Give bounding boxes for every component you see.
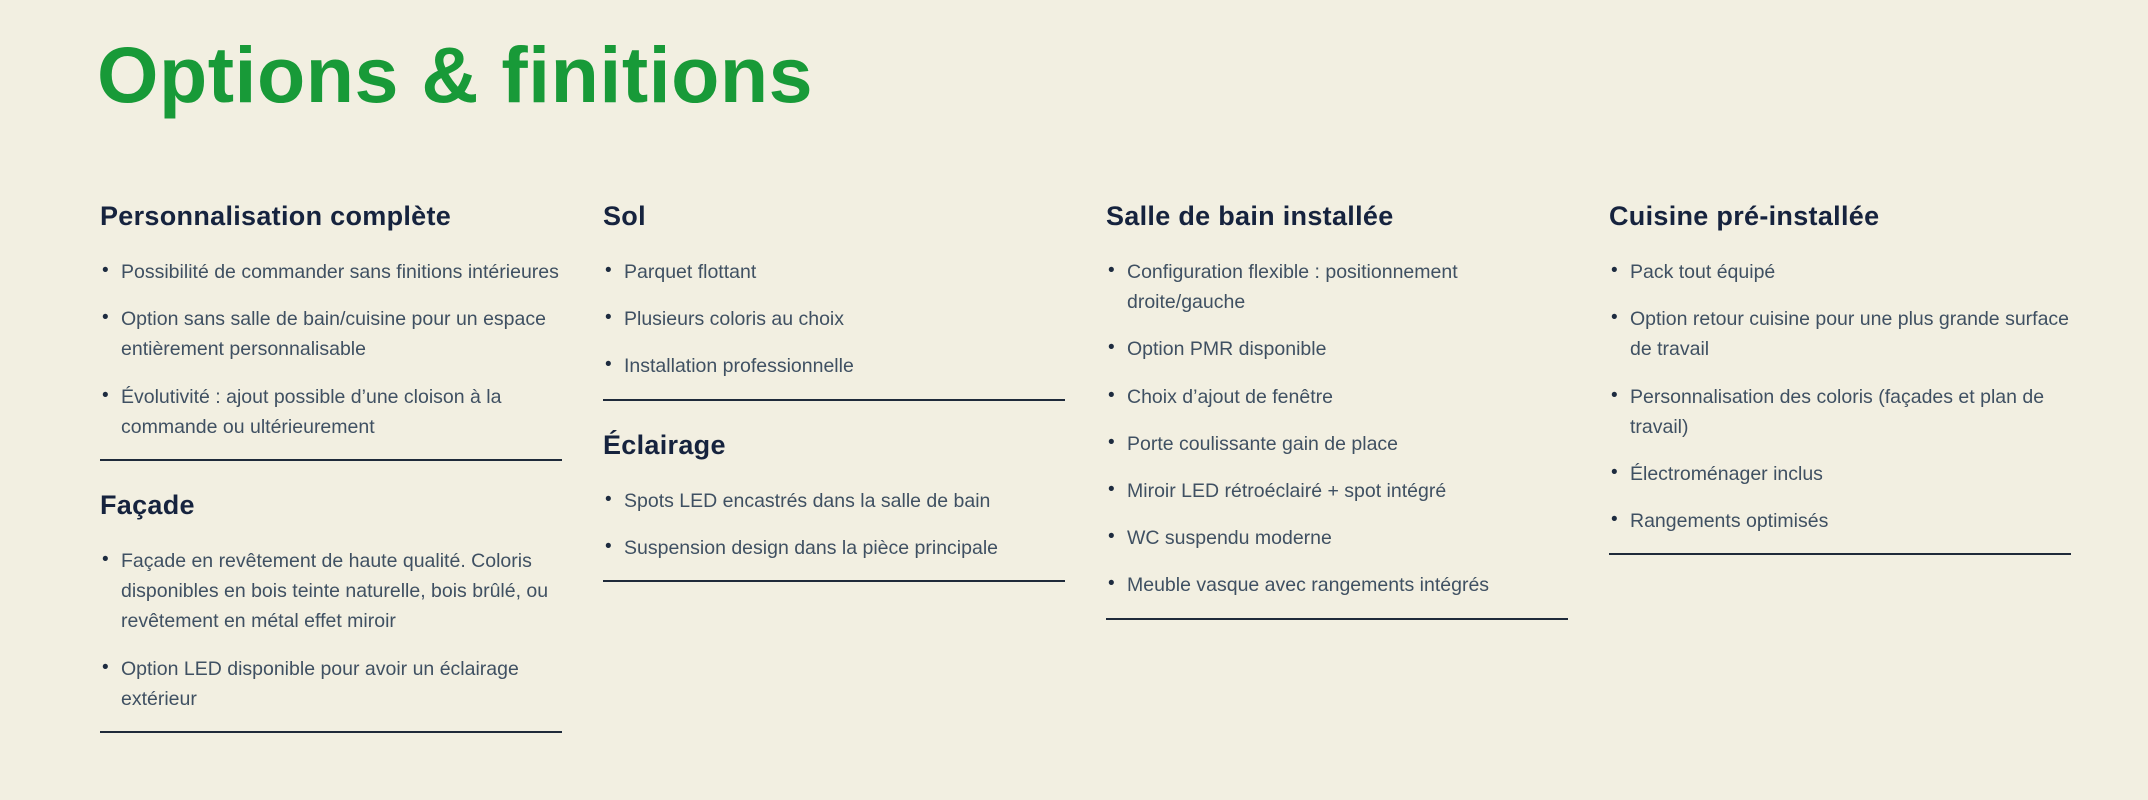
list-item bbox=[603, 351, 1065, 381]
bullet-icon: • bbox=[605, 307, 612, 329]
section-list bbox=[100, 257, 562, 442]
list-item-text: Miroir LED rétroéclairé + spot intégré bbox=[1127, 480, 1447, 503]
list-item-text: Spots LED encastrés dans la salle de bain bbox=[624, 489, 991, 512]
list-item-text: Option retour cuisine pour une plus grande surface de travail bbox=[1630, 308, 2070, 361]
bullet-icon: • bbox=[1108, 384, 1115, 406]
list-item bbox=[1106, 570, 1568, 600]
list-item bbox=[603, 257, 1065, 287]
list-item bbox=[1609, 506, 2071, 536]
list-item bbox=[1609, 382, 2071, 442]
list-item bbox=[100, 257, 562, 287]
bullet-icon: • bbox=[1611, 509, 1618, 531]
page-title: Options & finitions bbox=[97, 30, 814, 119]
columns bbox=[100, 201, 2068, 762]
option-section bbox=[603, 201, 1065, 401]
list-item-text: Évolutivité : ajout possible d’une cloison à la commande ou ultérieurement bbox=[121, 385, 502, 438]
list-item-text: Option sans salle de bain/cuisine pour un espace entièrement personnalisable bbox=[121, 308, 546, 361]
list-item-text: Personnalisation des coloris (façades et plan de travail) bbox=[1630, 385, 2045, 438]
bullet-icon: • bbox=[605, 535, 612, 557]
list-item bbox=[603, 304, 1065, 334]
section-divider bbox=[603, 399, 1065, 401]
section-divider bbox=[100, 459, 562, 461]
list-item-text: Électroménager inclus bbox=[1630, 463, 1823, 486]
list-item bbox=[1106, 523, 1568, 553]
section-heading: Cuisine pré-installée bbox=[1609, 200, 1880, 231]
section-list bbox=[603, 257, 1065, 382]
bullet-icon: • bbox=[605, 259, 612, 281]
list-item bbox=[1106, 476, 1568, 506]
options-column bbox=[1106, 201, 1568, 649]
bullet-icon: • bbox=[1611, 462, 1618, 484]
section-divider bbox=[100, 731, 562, 733]
list-item bbox=[603, 486, 1065, 516]
list-item bbox=[1609, 304, 2071, 364]
section-list bbox=[1106, 257, 1568, 601]
option-section bbox=[100, 201, 562, 461]
bullet-icon: • bbox=[1108, 573, 1115, 595]
list-item-text: Installation professionnelle bbox=[624, 355, 854, 378]
list-item-text: Option LED disponible pour avoir un éclairage extérieur bbox=[121, 657, 519, 710]
list-item-text: Choix d’ajout de fenêtre bbox=[1127, 385, 1333, 408]
bullet-icon: • bbox=[102, 549, 109, 571]
section-list bbox=[603, 486, 1065, 563]
option-section bbox=[1106, 201, 1568, 620]
bullet-icon: • bbox=[102, 259, 109, 281]
list-item-text: Pack tout équipé bbox=[1630, 260, 1776, 283]
bullet-icon: • bbox=[1108, 479, 1115, 501]
list-item bbox=[1609, 257, 2071, 287]
list-item-text: Meuble vasque avec rangements intégrés bbox=[1127, 574, 1490, 597]
options-column bbox=[603, 201, 1065, 611]
bullet-icon: • bbox=[102, 656, 109, 678]
bullet-icon: • bbox=[1108, 431, 1115, 453]
section-heading: Personnalisation complète bbox=[100, 200, 452, 231]
bullet-icon: • bbox=[1611, 259, 1618, 281]
bullet-icon: • bbox=[1108, 526, 1115, 548]
option-section bbox=[603, 430, 1065, 582]
list-item bbox=[603, 533, 1065, 563]
section-list bbox=[1609, 257, 2071, 537]
options-column bbox=[100, 201, 562, 762]
list-item-text: Porte coulissante gain de place bbox=[1127, 432, 1399, 455]
section-heading: Éclairage bbox=[603, 429, 726, 460]
list-item bbox=[1106, 257, 1568, 317]
bullet-icon: • bbox=[1611, 307, 1618, 329]
bullet-icon: • bbox=[1108, 259, 1115, 281]
option-section bbox=[100, 490, 562, 733]
list-item-text: Suspension design dans la pièce principale bbox=[624, 536, 999, 559]
list-item-text: Possibilité de commander sans finitions intérieures bbox=[121, 260, 559, 283]
list-item bbox=[1106, 382, 1568, 412]
bullet-icon: • bbox=[1108, 337, 1115, 359]
list-item bbox=[1609, 459, 2071, 489]
list-item-text: Façade en revêtement de haute qualité. Coloris disponibles en bois teinte naturelle, bois brûlé, ou revêtement en métal effet miroir bbox=[121, 550, 549, 633]
list-item-text: WC suspendu moderne bbox=[1127, 527, 1332, 550]
list-item bbox=[100, 654, 562, 714]
list-item bbox=[100, 382, 562, 442]
list-item-text: Configuration flexible : positionnement droite/gauche bbox=[1127, 260, 1458, 314]
section-divider bbox=[1106, 618, 1568, 620]
bullet-icon: • bbox=[102, 307, 109, 329]
list-item-text: Option PMR disponible bbox=[1127, 338, 1327, 361]
section-divider bbox=[1609, 553, 2071, 555]
list-item bbox=[1106, 334, 1568, 364]
bullet-icon: • bbox=[1611, 384, 1618, 406]
list-item bbox=[1106, 429, 1568, 459]
list-item bbox=[100, 546, 562, 637]
section-divider bbox=[603, 580, 1065, 582]
bullet-icon: • bbox=[605, 488, 612, 510]
section-heading: Sol bbox=[603, 200, 646, 231]
bullet-icon: • bbox=[605, 354, 612, 376]
list-item-text: Parquet flottant bbox=[624, 260, 757, 283]
bullet-icon: • bbox=[102, 384, 109, 406]
section-heading: Salle de bain installée bbox=[1106, 200, 1394, 231]
options-column bbox=[1609, 201, 2071, 585]
section-list bbox=[100, 546, 562, 714]
section-heading: Façade bbox=[100, 490, 195, 521]
list-item-text: Plusieurs coloris au choix bbox=[624, 308, 845, 331]
list-item-text: Rangements optimisés bbox=[1630, 510, 1829, 533]
list-item bbox=[100, 304, 562, 364]
option-section bbox=[1609, 201, 2071, 556]
